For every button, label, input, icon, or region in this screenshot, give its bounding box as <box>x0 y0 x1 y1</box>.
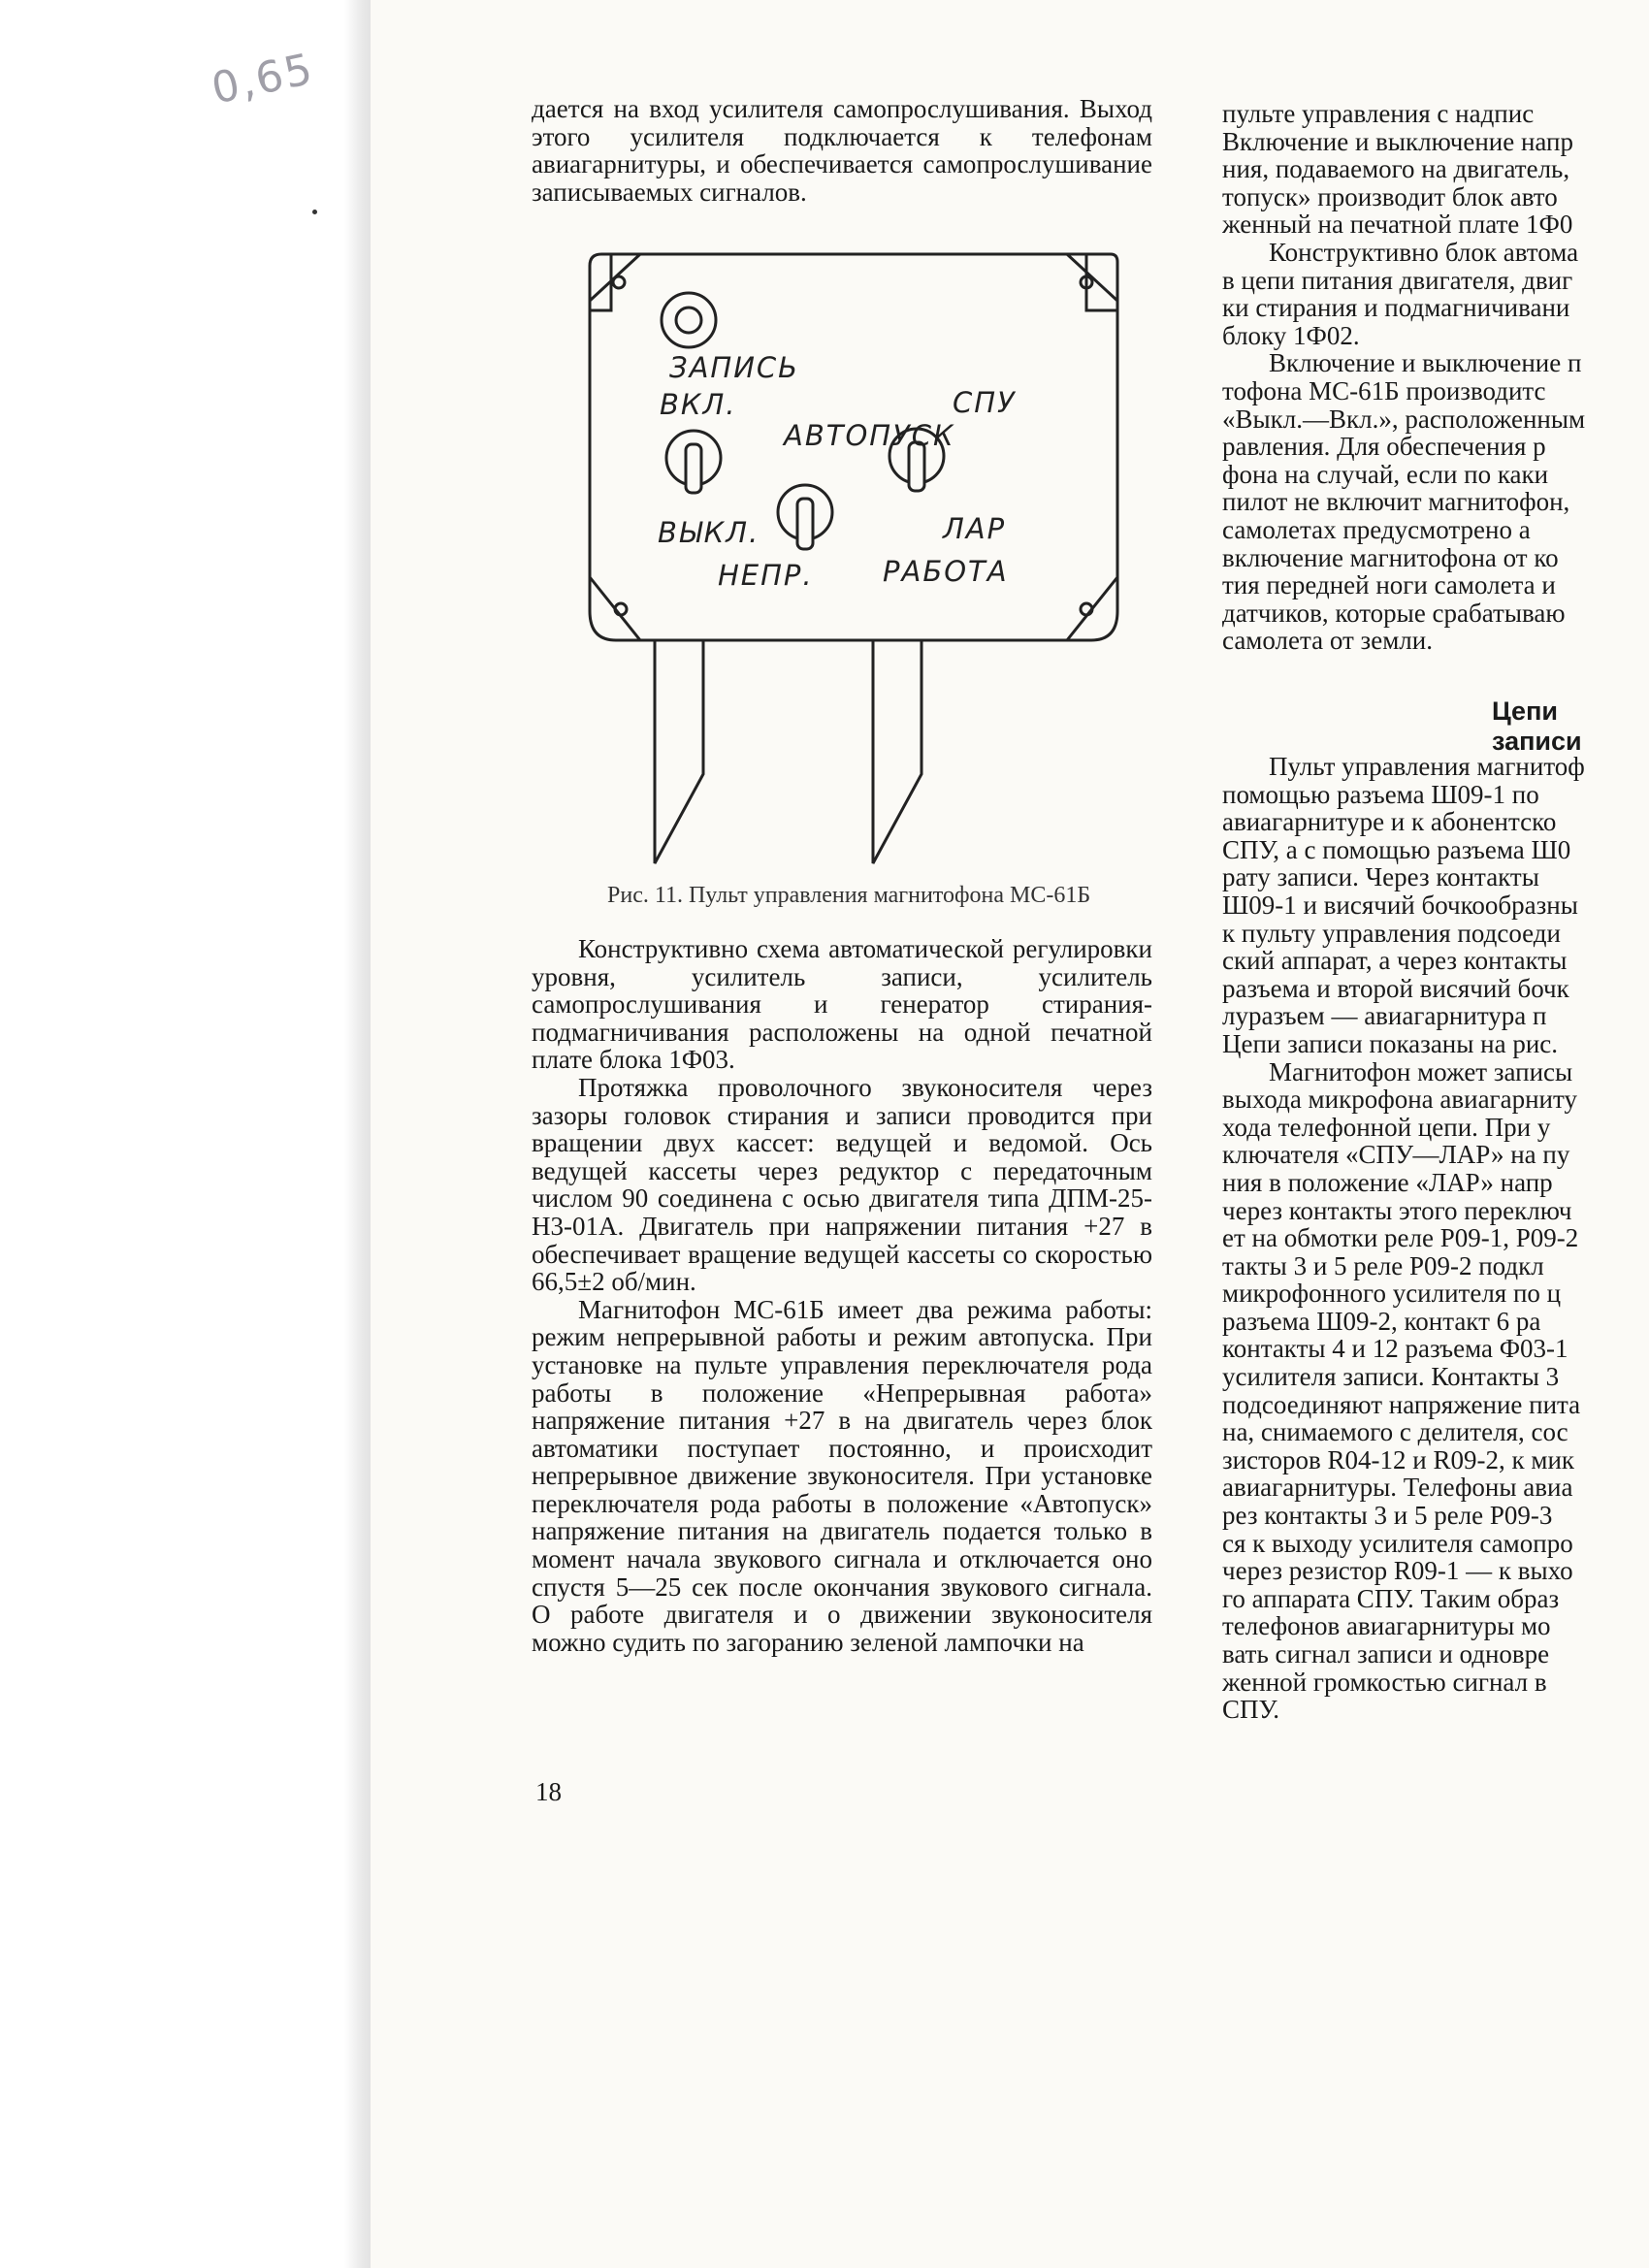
margin-pencil-note: 0,65 <box>207 44 319 114</box>
label-spu: СПУ <box>953 386 1017 419</box>
ink-speck <box>312 210 317 214</box>
text-line: СПУ. <box>1222 1695 1279 1724</box>
text-line: го аппарата СПУ. Таким образ <box>1222 1583 1560 1613</box>
text-line: топуск» производит блок авто <box>1222 181 1558 211</box>
label-lar: ЛАР <box>943 512 1007 545</box>
text-line: самолета от земли. <box>1222 626 1433 655</box>
text-line: микрофонного усилителя по ц <box>1222 1279 1562 1309</box>
text-line: самолетах предусмотрено а <box>1222 514 1531 544</box>
text-line: включение магнитофона от ко <box>1222 542 1559 572</box>
text-line: пилот не включит магнитофон, <box>1222 487 1570 517</box>
text-line: Цепи записи показаны на рис. <box>1222 1028 1559 1058</box>
text-line: рату записи. Через контакты <box>1222 862 1539 892</box>
col2-block-top <box>1222 100 1649 239</box>
page-number: 18 <box>535 1777 562 1806</box>
text-line: помощью разъема Ш09-1 по <box>1222 779 1539 809</box>
column-1-body <box>532 935 1152 1656</box>
text-line: ки стирания и подмагничивани <box>1222 293 1570 323</box>
col2-block-p3 <box>1222 349 1649 655</box>
text-line: разъема и второй висячий бочк <box>1222 973 1569 1003</box>
text-line: разъема Ш09-2, контакт 6 ра <box>1222 1306 1541 1336</box>
label-off: ВЫКЛ. <box>658 516 760 549</box>
text-line: через резистор R09-1 — к выхо <box>1222 1556 1573 1586</box>
label-on: ВКЛ. <box>660 388 737 421</box>
figure-caption: Рис. 11. Пульт управления магнитофона МС-61Б <box>607 883 1091 908</box>
text-line: блоку 1Ф02. <box>1222 320 1360 350</box>
paragraph-construction: Конструктивно схема автоматической регулировки уровня, усилитель записи, усилитель самопрослушивания и генератор стирания-подмагничивания расположены на одной печатной плате блока 1Ф03. <box>532 934 1152 1075</box>
column-2 <box>1222 100 1649 655</box>
text-line: тия передней ноги самолета и <box>1222 570 1556 600</box>
text-line: Пульт управления магнитоф <box>1269 753 1585 781</box>
label-continuous: НЕПР. <box>718 559 814 592</box>
text-line: фона на случай, если по каки <box>1222 459 1549 489</box>
text-line: Конструктивно блок автома <box>1269 237 1579 267</box>
text-line: тофона МС-61Б производитс <box>1222 375 1546 405</box>
text-line: авиагарнитуре и к абонентско <box>1222 807 1557 837</box>
text-line: «Выкл.—Вкл.», расположенным <box>1222 404 1586 434</box>
column-2-records <box>1222 753 1649 1724</box>
col2-block-p4 <box>1222 753 1649 1058</box>
text-line: выхода микрофона авиагарниту <box>1222 1085 1577 1115</box>
text-line: ключателя «СПУ—ЛАР» на пу <box>1222 1140 1570 1170</box>
text-line: на, снимаемого с делителя, сос <box>1222 1417 1568 1447</box>
text-line: вать сигнал записи и одновре <box>1222 1639 1550 1669</box>
text-line: подсоединяют напряжение пита <box>1222 1389 1581 1419</box>
text-line: ет на обмотки реле Р09-1, Р09-2 <box>1222 1223 1579 1253</box>
control-panel-drawing <box>582 243 1125 873</box>
text-line: усилителя записи. Контакты 3 <box>1222 1362 1560 1392</box>
text-line: в цепи питания двигателя, двиг <box>1222 265 1573 295</box>
column-1-intro <box>532 95 1152 206</box>
text-line: пульте управления с надпис <box>1222 100 1535 128</box>
text-line: луразъем — авиагарнитура п <box>1222 1001 1547 1031</box>
text-line: Магнитофон может записы <box>1269 1056 1573 1086</box>
paragraph-modes: Магнитофон МС-61Б имеет два режима работы: режим непрерывной работы и режим автопуска. При установке на пульте управления переключателя рода работы в положение «Непрерывная работа» напряжение питания +27 в на двигатель через блок автоматики поступает постоянно, и происходит непрерывное движение звуконосителя. При установке переключателя рода работы в положение «Автопуск» напряжение питания на двигатель подается только в момент начала звукового сигнала и отключается оно спустя 5—25 сек после окончания звукового сигнала. О работе двигателя и о движении звуконосителя можно судить по загоранию зеленой лампочки на <box>532 1294 1152 1657</box>
intro-paragraph: дается на вход усилителя самопрослушивания. Выход этого усилителя подключается к телефонам авиагарнитуры, и обеспечивается самопрослушивание записываемых сигналов. <box>532 94 1152 207</box>
text-line: авиагарнитуры. Телефоны авиа <box>1222 1473 1573 1503</box>
text-line: контакты 4 и 12 разъема Ф03-1 <box>1222 1334 1568 1364</box>
text-line: зисторов R04-12 и R09-2, к мик <box>1222 1444 1575 1474</box>
text-line: к пульту управления подсоеди <box>1222 918 1561 948</box>
col2-block-p2 <box>1222 239 1649 349</box>
text-line: через контакты этого переключ <box>1222 1195 1572 1225</box>
label-work: РАБОТА <box>883 555 1009 588</box>
text-line: Включение и выключение п <box>1269 348 1582 378</box>
text-line: Ш09-1 и висячий бочкообразны <box>1222 890 1578 920</box>
paragraph-transport: Протяжка проволочного звуконосителя через зазоры головок стирания и записи проводится при вращении двух кассет: ведущей и ведомой. Ось ведущей кассеты через редуктор с передаточным числом 90 соединена с осью двигателя типа ДПМ-25-Н3-01А. Двигатель при напряжении питания +27 в обеспечивает вращение ведущей кассеты со скоростью 66,5±2 об/мин. <box>532 1072 1152 1297</box>
text-line: равления. Для обеспечения р <box>1222 432 1546 462</box>
text-line: женной громкостью сигнал в <box>1222 1667 1547 1697</box>
label-autostart: АВТОПУСК <box>784 419 955 452</box>
label-record: ЗАПИСЬ <box>669 351 800 384</box>
text-line: хода телефонной цепи. При у <box>1222 1112 1551 1142</box>
text-line: датчиков, которые срабатываю <box>1222 598 1566 628</box>
text-line: ся к выходу усилителя самопро <box>1222 1528 1573 1558</box>
text-line: Включение и выключение напр <box>1222 126 1573 156</box>
text-line: телефонов авиагарнитуры мо <box>1222 1611 1551 1641</box>
text-line: рез контакты 3 и 5 реле Р09-3 <box>1222 1501 1553 1531</box>
text-line: женный на печатной плате 1Ф0 <box>1222 210 1573 240</box>
text-line: ский аппарат, а через контакты <box>1222 946 1568 976</box>
text-line: ния в положение «ЛАР» напр <box>1222 1167 1553 1197</box>
section-heading: Цепи записи <box>1492 697 1582 756</box>
control-panel-figure <box>582 243 1125 873</box>
text-line: ния, подаваемого на двигатель, <box>1222 154 1570 184</box>
text-line: такты 3 и 5 реле Р09-2 подкл <box>1222 1250 1544 1280</box>
text-line: СПУ, а с помощью разъема Ш0 <box>1222 834 1571 864</box>
col2-block-p5 <box>1222 1058 1649 1724</box>
